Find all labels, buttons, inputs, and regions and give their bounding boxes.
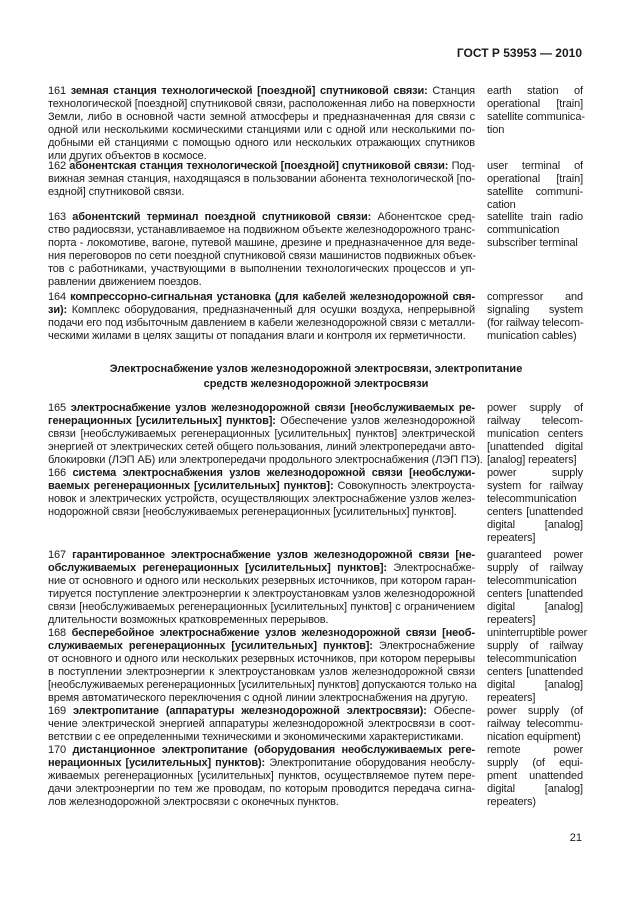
definition-line: ветствии с ее определенными техническими и экономическими характеристиками.: [48, 730, 464, 743]
term-english-equivalent: [487, 211, 583, 250]
term-definition: [48, 160, 475, 199]
definition-line: [48, 705, 475, 718]
term-number: 170: [48, 744, 73, 756]
english-line: pment unattended: [487, 769, 583, 782]
definition-line: подачи его под избыточным давлением в кабели железнодорожной связи с металли-: [48, 316, 475, 329]
definition-line: [48, 549, 475, 562]
term-definition: [48, 705, 475, 744]
definition-line: энергией от электрических сетей общего пользования, линий электропередачи авто-: [48, 440, 475, 453]
definition-line: от основного и одного или нескольких резервных источников, при котором перерывы: [48, 652, 475, 665]
term-definition: [48, 85, 475, 163]
definition-line: вижная земная станция, находящаяся в пользовании абонента технологической [по-: [48, 172, 475, 185]
definition-line: тов с работниками, участвующими в выполнении технологических процессов и уп-: [48, 262, 475, 275]
definition-line: живаемых регенерационных [усилительных] пунктов, осуществляемое путем пере-: [48, 769, 475, 782]
definition-text: Под-: [448, 160, 475, 172]
definition-text: Абонентское сред-: [371, 211, 475, 223]
definition-line: связи [необслуживаемых регенерационных [усилительных] пунктов] с ограничением: [48, 600, 475, 613]
definition-line: лов железнодорожной электросвязи с оконечных пунктов.: [48, 795, 339, 808]
term-name: зи):: [48, 303, 68, 316]
english-line: power supply (of: [487, 705, 583, 717]
term-name: дистанционное электропитание (оборудования необслуживаемых реге-: [72, 744, 475, 756]
english-line: [unattended digital: [487, 440, 583, 453]
english-line: telecommunication: [487, 652, 577, 665]
english-line: remote power: [487, 744, 583, 756]
definition-line: [48, 562, 475, 575]
term-english-equivalent: [487, 291, 583, 343]
english-line: telecommunication: [487, 574, 577, 587]
definition-line: [48, 640, 475, 653]
definition-line: в поступлении электроэнергии к электроустановкам узлов железнодорожной связи: [48, 665, 475, 678]
term-definition: [48, 549, 475, 627]
term-name: бесперебойное электроснабжение узлов железнодорожной связи [необ-: [71, 627, 475, 639]
english-line: power supply: [487, 467, 583, 479]
english-line: centers [unattended: [487, 665, 583, 678]
definition-line: одной или несколькими космическими станциями или с одной или несколькими по-: [48, 123, 475, 136]
definition-text: Обеспечение узлов железнодорожной: [275, 414, 475, 427]
definition-text: Комплекс оборудования, предназначенный для осушки воздуха, непрерывной: [67, 303, 475, 316]
term-definition: [48, 291, 475, 343]
definition-text: Электропитание оборудования необслу-: [265, 756, 475, 769]
term-definition: [48, 211, 475, 289]
english-line: munication centers: [487, 427, 583, 440]
term-english-equivalent: [487, 85, 583, 137]
term-number: 165: [48, 402, 71, 414]
term-name: земная станция технологической [поездной] спутниковой связи:: [70, 85, 428, 97]
english-line: nication equipment): [487, 730, 581, 743]
english-line: digital [analog]: [487, 782, 583, 795]
definition-line: дачи электроэнергии по тем же проводам, по которым проводится передача сигна-: [48, 782, 475, 795]
english-line: user terminal of: [487, 160, 583, 172]
term-name: гарантированное электроснабжение узлов железнодорожной связи [не-: [72, 549, 475, 561]
english-line: operational [train]: [487, 97, 583, 110]
english-line: tion: [487, 123, 505, 136]
page-number: 21: [569, 832, 582, 844]
english-line: repeaters]: [487, 531, 536, 544]
definition-text: Совокупность электроуста-: [333, 479, 475, 492]
english-line: railway telecommu-: [487, 717, 583, 730]
term-english-equivalent: [487, 160, 583, 212]
english-line: operational [train]: [487, 172, 583, 185]
definition-line: длительности возможных кратковременных перерывов.: [48, 613, 329, 626]
definition-line: [48, 211, 475, 224]
term-name: компрессорно-сигнальная установка (для кабелей железнодорожной свя-: [70, 291, 475, 303]
definition-line: равлении движением поездов.: [48, 275, 202, 288]
english-line: earth station of: [487, 85, 583, 97]
english-line: satellite communica-: [487, 110, 585, 123]
term-name: электропитание (аппаратуры железнодорожной электросвязи):: [72, 705, 427, 717]
definition-line: связи [необслуживаемых регенерационных [усилительных] пунктов] электрической: [48, 427, 475, 440]
term-number: 166: [48, 467, 73, 479]
term-number: 168: [48, 627, 72, 639]
term-name: электроснабжение узлов железнодорожной связи [необслуживаемых ре-: [70, 402, 475, 414]
definition-line: [необслуживаемых регенерационных [усилительных] пунктов] допускаются только на: [48, 678, 477, 691]
english-line: digital [analog]: [487, 518, 583, 531]
term-definition: [48, 467, 475, 519]
definition-line: тируется поступление электроэнергии к электроустановкам узлов железнодорожной: [48, 587, 475, 600]
section-heading-line: средств железнодорожной электросвязи: [203, 377, 429, 390]
definition-line: [48, 85, 475, 98]
english-line: signaling system: [487, 303, 583, 316]
term-english-equivalent: [487, 744, 583, 809]
english-line: supply (of equi-: [487, 756, 583, 769]
definition-line: ческими жилами в целях защиты от попадания влаги и контроля их герметичности.: [48, 329, 466, 342]
definition-line: порта - локомотиве, вагоне, путевой машине, дрезине и предназначенное для веде-: [48, 236, 475, 249]
term-name: ваемых регенерационных [усилительных] пунктов]:: [48, 479, 334, 492]
definition-text: Электроснабжение: [372, 639, 475, 652]
term-english-equivalent: [487, 627, 588, 705]
english-line: supply of railway: [487, 639, 583, 652]
english-line: munication cables): [487, 329, 577, 342]
definition-line: или других объектов в космосе.: [48, 149, 207, 162]
definition-line: ездной] спутниковой связи.: [48, 185, 185, 198]
english-line: [analog] repeaters]: [487, 453, 577, 466]
term-name: генерационных [усилительных] пунктов]:: [48, 414, 276, 427]
definition-line: Земли, либо в основной части земной атмосферы и предназначенная для связи с: [48, 110, 475, 123]
term-name: служиваемых регенерационных [усилительных] пунктов]:: [48, 639, 373, 652]
english-line: satellite train radio: [487, 211, 583, 223]
document-header-id: ГОСТ Р 53953 — 2010: [456, 46, 582, 60]
term-definition: [48, 627, 475, 705]
english-line: centers [unattended: [487, 505, 583, 518]
english-line: digital [analog]: [487, 600, 583, 613]
definition-text: Станция: [427, 85, 475, 97]
english-line: (for railway telecom-: [487, 316, 584, 329]
term-number: 164: [48, 291, 71, 303]
definition-line: ние от основного и одного или нескольких резервных источников, при котором гаран-: [48, 574, 476, 587]
definition-line: [48, 627, 475, 640]
term-name: нерационных [усилительных] пунктов):: [48, 756, 266, 769]
term-number: 167: [48, 549, 73, 561]
term-definition: [48, 402, 483, 467]
definition-line: технологической [поездной] спутниковой связи, расположенная либо на поверхности: [48, 97, 476, 110]
term-number: 169: [48, 705, 73, 717]
definition-line: время автоматического переключения с одной линии электроснабжения на другую.: [48, 691, 468, 704]
term-number: 161: [48, 85, 71, 97]
definition-line: ство радиосвязи, устанавливаемое на подвижном объекте железнодорожного транс-: [48, 223, 475, 236]
english-line: telecommunication: [487, 492, 577, 505]
definition-line: [48, 304, 475, 317]
definition-line: [48, 160, 475, 173]
definition-text: Электроснабже-: [386, 561, 475, 574]
term-english-equivalent: [487, 705, 583, 744]
definition-line: [48, 757, 475, 770]
english-line: repeaters): [487, 795, 536, 808]
english-line: satellite communi-: [487, 185, 583, 198]
definition-line: добными ей станциями с помощью одного или нескольких отражающих спутников: [48, 136, 475, 149]
definition-line: [48, 480, 475, 493]
definition-text: Обеспе-: [426, 705, 475, 717]
definition-line: [48, 402, 475, 415]
definition-line: [48, 291, 475, 304]
definition-line: [48, 467, 475, 480]
section-heading: [48, 362, 584, 391]
definition-line: [48, 415, 475, 428]
term-number: 162: [48, 160, 70, 172]
english-line: cation: [487, 198, 516, 211]
term-english-equivalent: [487, 467, 583, 545]
english-line: centers [unattended: [487, 587, 583, 600]
english-line: uninterruptible power: [487, 627, 588, 639]
definition-line: блокировки (ЛЭП АБ) или электропередачи продольного электроснабжения (ЛЭП ПЭ).: [48, 453, 483, 466]
term-name: абонентский терминал поездной спутниковой связи:: [72, 211, 372, 223]
section-heading-line: Электроснабжение узлов железнодорожной электросвязи, электропитание: [109, 363, 523, 375]
english-line: power supply of: [487, 402, 583, 414]
english-line: system for railway: [487, 479, 583, 492]
english-line: subscriber terminal: [487, 236, 578, 249]
term-number: 163: [48, 211, 73, 223]
english-line: guaranteed power: [487, 549, 583, 561]
definition-line: ния переговоров по сети поездной спутниковой связи машинистов подвижных объек-: [48, 249, 476, 262]
definition-line: новок и электрических устройств, осуществляющих электроснабжение узлов желез-: [48, 492, 475, 505]
definition-line: [48, 744, 475, 757]
term-name: система электроснабжения узлов железнодорожной связи [необслужи-: [72, 467, 475, 479]
definition-line: чение электрической энергией аппаратуры железнодорожной электросвязи в соот-: [48, 717, 475, 730]
definition-line: нодорожной связи [необслуживаемых регенерационных [усилительных] пунктов].: [48, 505, 457, 518]
english-line: railway telecom-: [487, 414, 583, 427]
english-line: communication: [487, 223, 560, 236]
english-line: supply of railway: [487, 561, 583, 574]
english-line: repeaters]: [487, 613, 536, 626]
term-definition: [48, 744, 475, 809]
term-name: обслуживаемых регенерационных [усилительных] пунктов]:: [48, 561, 387, 574]
term-english-equivalent: [487, 549, 583, 627]
term-english-equivalent: [487, 402, 583, 467]
english-line: compressor and: [487, 291, 583, 303]
english-line: repeaters]: [487, 691, 536, 704]
english-line: digital [analog]: [487, 678, 583, 691]
term-name: абонентская станция технологической [поездной] спутниковой связи:: [69, 160, 449, 172]
